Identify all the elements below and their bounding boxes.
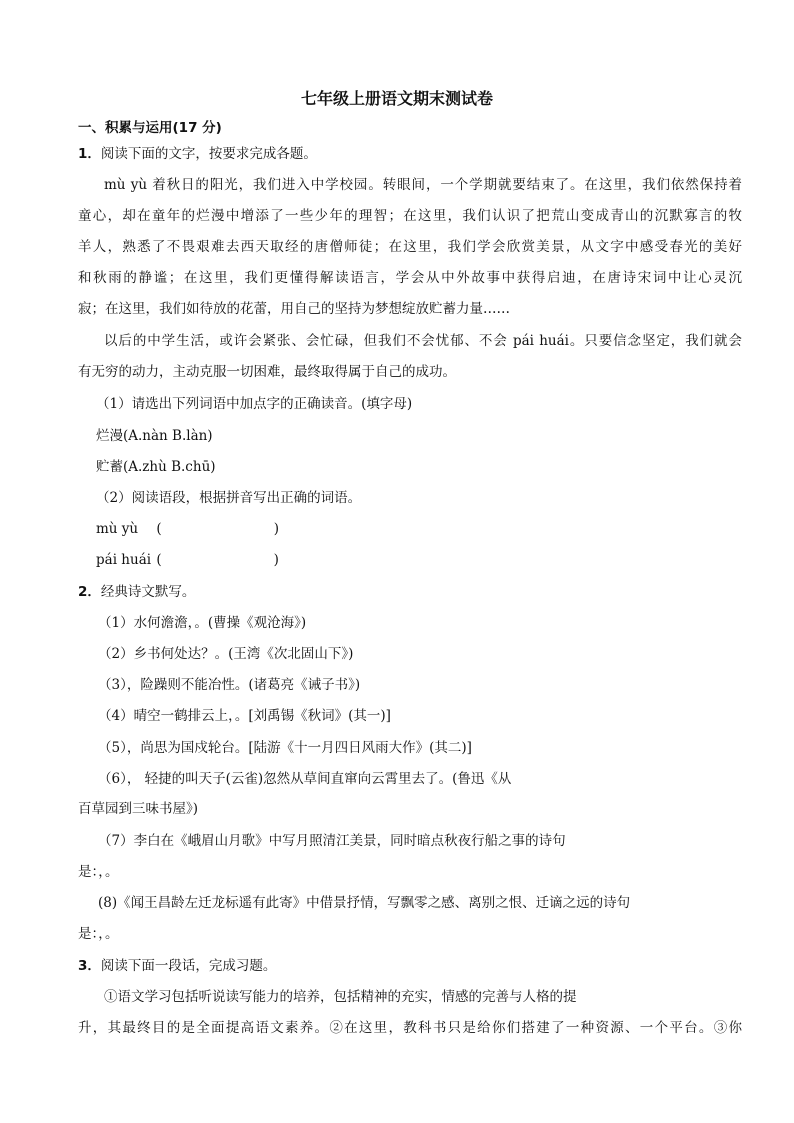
- pinyin-item: [96, 551, 794, 569]
- answer-lead: 是：: [78, 864, 99, 880]
- word: 烂漫: [96, 428, 123, 444]
- poem-answer-line: [78, 925, 794, 943]
- reading-options: (A.nàn B.làn): [123, 428, 213, 444]
- comma: ，: [98, 926, 105, 942]
- passage-line: 有无穷的动力，主动克服一切困难，最终取得属于自己的成功。: [78, 364, 456, 380]
- reading-item: [96, 458, 794, 476]
- pinyin: pái huái: [96, 552, 152, 568]
- paragraph-line: [104, 988, 794, 1006]
- poem-prompt: （6）: [98, 771, 127, 787]
- pinyin: mù yù: [96, 521, 139, 537]
- poem-item-continued: 百草园到三味书屋》): [78, 801, 199, 817]
- question-2: [78, 583, 794, 601]
- word: 贮蓄: [96, 459, 123, 475]
- pinyin-item: [96, 520, 794, 538]
- question-1: [78, 145, 794, 163]
- poem-prompt: （2）乡书何处达？: [98, 646, 215, 662]
- poem-item: [98, 770, 794, 788]
- paren-open: (: [156, 521, 162, 537]
- question-prompt: 阅读下面的文字，按要求完成各题。: [100, 146, 317, 162]
- passage-line: 以后的中学生活，或许会紧张、会忙碌，但我们不会忧郁、不会 pái huái。只要信念坚定，我们就会: [104, 333, 742, 349]
- passage-line: mù yù 着秋日的阳光，我们进入中学校园。转眼间，一个学期就要结束了。在这里，我们依然保持着: [104, 177, 742, 193]
- poem-prompt: （1）水何澹澹，: [98, 615, 195, 631]
- passage-line: 羊人，熟悉了不畏艰难去西天取经的唐僧师徒；在这里，我们学会欣赏美景，从文字中感受春光的美好: [78, 239, 742, 255]
- passage-line: 和秋雨的静谧；在这里，我们更懂得解读语言，学会从中外故事中获得启迪，在唐诗宋词中让心灵沉: [78, 270, 742, 286]
- subquestion-1: （1）请选出下列词语中加点字的正确读音。(填字母): [96, 396, 413, 412]
- reading-options: (A.zhù B.chū): [123, 459, 216, 475]
- question-number: 1．: [78, 146, 101, 162]
- comma: ，: [98, 864, 105, 880]
- reading-item: [96, 427, 794, 445]
- question-number: 2．: [78, 584, 101, 600]
- text-segment: 包括精神的充实，情感的完善与人格的提: [333, 989, 577, 1005]
- section-heading: 一、积累与运用(17 分): [78, 120, 222, 136]
- poem-item: [98, 676, 794, 694]
- paren-close: ): [273, 521, 279, 537]
- subquestion-2: （2）阅读语段，根据拼音写出正确的词语。: [96, 490, 362, 506]
- paren-close: ): [273, 552, 279, 568]
- question-prompt: 经典诗文默写。: [100, 584, 196, 600]
- poem-source: 。[刘禹锡《秋词》(其一)]: [234, 708, 391, 724]
- period: 。: [105, 864, 119, 880]
- poem-item: [98, 739, 794, 757]
- answer-lead: 是：: [78, 926, 99, 942]
- poem-source: ， 轻捷的叫天子(云雀)忽然从草间直窜向云霄里去了。(鲁迅《从: [126, 771, 512, 787]
- question-prompt: 阅读下面一段话，完成习题。: [100, 958, 277, 974]
- text-segment: 包括听说读写能力的培养，: [171, 989, 334, 1005]
- poem-source: 。(曹操《观沧海》): [194, 615, 307, 631]
- poem-item: [98, 707, 794, 725]
- paren-open: (: [156, 552, 162, 568]
- poem-prompt: （5）: [98, 740, 127, 756]
- passage-line: 童心，却在童年的烂漫中增添了一些少年的理智；在这里，我们认识了把荒山变成青山的沉默寡言的牧: [78, 208, 742, 224]
- poem-answer-line: [78, 863, 794, 881]
- poem-item: [98, 645, 794, 663]
- period: 。: [105, 926, 119, 942]
- passage-line: 寂；在这里，我们如待放的花蕾，用自己的坚持为梦想绽放贮蓄力量……: [78, 301, 510, 317]
- poem-item-7: （7）李白在《峨眉山月歌》中写月照清江美景，同时暗点秋夜行船之事的诗句: [98, 833, 566, 849]
- poem-prompt: （4）晴空一鹤排云上，: [98, 708, 235, 724]
- poem-item: [98, 614, 794, 632]
- question-number: 3．: [78, 958, 101, 974]
- question-3: [78, 957, 794, 975]
- poem-source: 。(王湾《次北固山下》): [214, 646, 354, 662]
- poem-source: ，险躁则不能冶性。(诸葛亮《诫子书》): [126, 677, 361, 693]
- page-title: 七年级上册语文期末测试卷: [300, 89, 493, 108]
- paragraph-line: 升，其最终目的是全面提高语文素养。②在这里，教科书只是给你们搭建了一种资源、一个平台。③你: [78, 1020, 742, 1036]
- poem-prompt: （3）: [98, 677, 127, 693]
- text-segment: ①语文学习: [104, 989, 172, 1005]
- poem-item-8: (8)《闻王昌龄左迁龙标遥有此寄》中借景抒情，写飘零之感、离别之恨、迁谪之远的诗句: [98, 895, 631, 911]
- poem-source: ，尚思为国戍轮台。[陆游《十一月四日风雨大作》(其二)]: [126, 740, 472, 756]
